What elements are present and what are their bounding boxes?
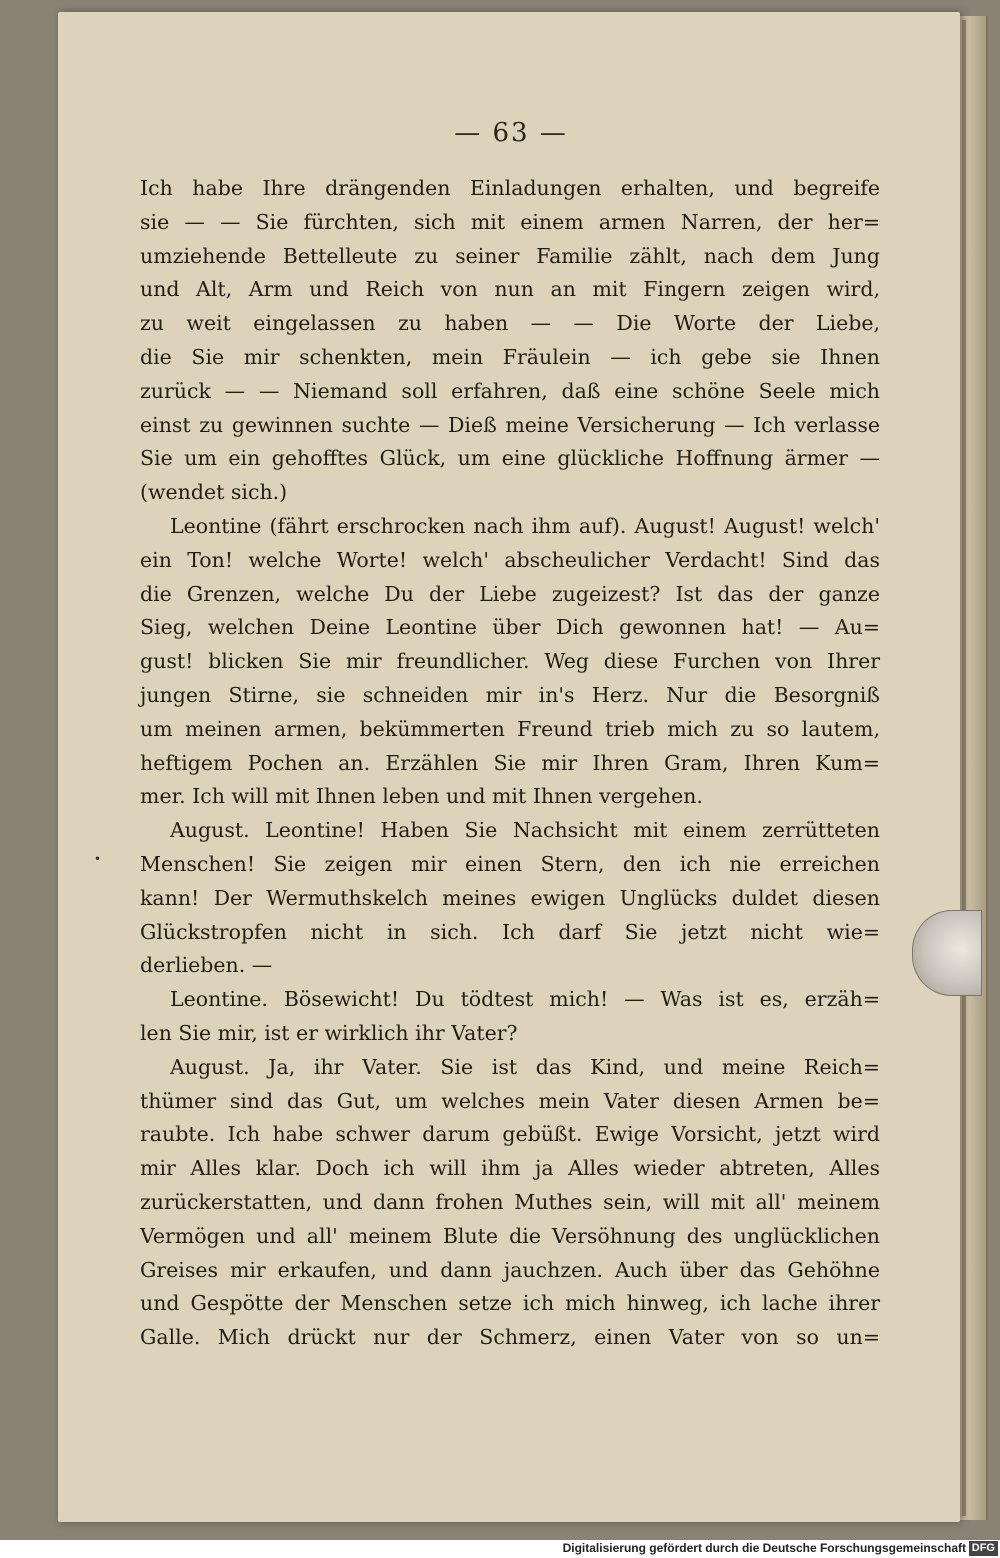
- text-line: zurück — — Niemand soll erfahren, daß eine schöne Seele mich: [140, 378, 880, 403]
- text-line: Galle. Mich drückt nur der Schmerz, einen Vater von so un=: [140, 1325, 880, 1350]
- text-line: jungen Stirne, sie schneiden mir in's Herz. Nur die Besorgniß: [140, 682, 880, 707]
- footer-bar: [0, 1540, 1000, 1558]
- speaker-line: August. Ja, ihr Vater. Sie ist das Kind, und meine Reich=: [170, 1054, 880, 1079]
- text-line: und Gespötte der Menschen setze ich mich hinweg, ich lache ihrer: [140, 1291, 880, 1316]
- body-text: [140, 172, 880, 1355]
- text-line: derlieben. —: [140, 953, 273, 978]
- text-line: thümer sind das Gut, um welches mein Vater diesen Armen be=: [140, 1088, 880, 1113]
- page-number: — 63 —: [454, 118, 568, 148]
- text-line: Vermögen und all' meinem Blute die Versöhnung des unglücklichen: [140, 1223, 880, 1248]
- text-line: kann! Der Wermuthskelch meines ewigen Unglücks duldet diesen: [140, 885, 880, 910]
- text-line: mir Alles klar. Doch ich will ihm ja Alles wieder abtreten, Alles: [140, 1156, 880, 1181]
- text-line: mer. Ich will mit Ihnen leben und mit Ihnen vergehen.: [140, 784, 703, 809]
- text-line: gust! blicken Sie mir freundlicher. Weg diese Furchen von Ihrer: [140, 649, 880, 674]
- text-line: Glückstropfen nicht in sich. Ich darf Sie jetzt nicht wie=: [140, 919, 880, 944]
- speaker-line: Leontine (fährt erschrocken nach ihm auf). August! August! welch': [170, 513, 880, 538]
- dfg-logo: DFG: [969, 1541, 998, 1556]
- speaker-line: August. Leontine! Haben Sie Nachsicht mit einem zerrütteten: [170, 818, 880, 843]
- text-line: zurückerstatten, und dann frohen Muthes sein, will mit all' meinem: [140, 1189, 880, 1214]
- margin-mark: •: [94, 852, 102, 866]
- text-line: sie — — Sie fürchten, sich mit einem armen Narren, der her=: [140, 209, 880, 234]
- text-line: Ich habe Ihre drängenden Einladungen erhalten, und begreife: [140, 176, 880, 200]
- text-line: die Grenzen, welche Du der Liebe zugeizest? Ist das der ganze: [140, 581, 880, 606]
- page-clip: [912, 910, 982, 996]
- text-line: die Sie mir schenkten, mein Fräulein — ich gebe sie Ihnen: [140, 344, 880, 369]
- speaker-line: Leontine. Bösewicht! Du tödtest mich! — Was ist es, erzäh=: [170, 987, 880, 1012]
- text-line: zu weit eingelassen zu haben — — Die Worte der Liebe,: [140, 311, 880, 336]
- text-line: um meinen armen, bekümmerten Freund trieb mich zu so lautem,: [140, 716, 880, 741]
- text-line: raubte. Ich habe schwer darum gebüßt. Ewige Vorsicht, jetzt wird: [140, 1122, 880, 1147]
- text-line: heftigem Pochen an. Erzählen Sie mir Ihren Gram, Ihren Kum=: [140, 750, 880, 775]
- text-line: Sieg, welchen Deine Leontine über Dich gewonnen hat! — Au=: [140, 615, 880, 640]
- text-line: Sie um ein gehofftes Glück, um eine glückliche Hoffnung ärmer —: [140, 446, 880, 471]
- text-line: ein Ton! welche Worte! welch' abscheulicher Verdacht! Sind das: [140, 547, 880, 572]
- text-line: Greises mir erkaufen, und dann jauchzen. Auch über das Gehöhne: [140, 1257, 880, 1282]
- text-line: und Alt, Arm und Reich von nun an mit Fingern zeigen wird,: [140, 277, 880, 302]
- funding-notice: Digitalisierung gefördert durch die Deutsche Forschungsgemeinschaft: [562, 1541, 966, 1555]
- page-edge-shadow: [962, 20, 966, 1516]
- text-line: einst zu gewinnen suchte — Dieß meine Versicherung — Ich verlasse: [140, 412, 880, 437]
- text-line: Menschen! Sie zeigen mir einen Stern, den ich nie erreichen: [140, 851, 880, 876]
- text-line: umziehende Bettelleute zu seiner Familie zählt, nach dem Jung: [140, 243, 880, 268]
- stage-direction: (wendet sich.): [140, 480, 288, 505]
- text-line: len Sie mir, ist er wirklich ihr Vater?: [140, 1020, 518, 1045]
